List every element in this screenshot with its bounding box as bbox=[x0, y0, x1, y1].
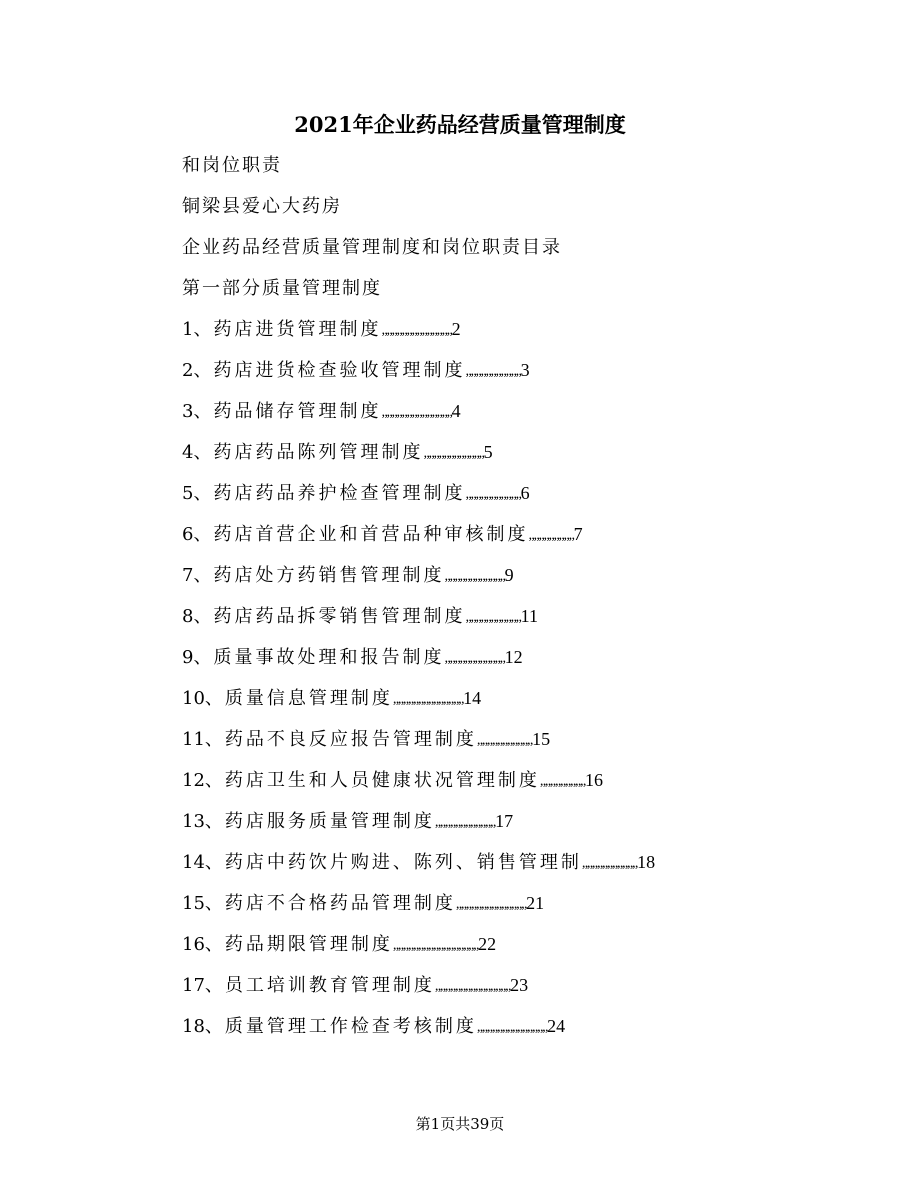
toc-entry bbox=[182, 726, 655, 767]
toc-entry-leader: „„„„„„„„„ bbox=[539, 774, 586, 789]
toc-entry-number: 3 bbox=[182, 401, 194, 422]
toc-entry-title: 药店首营企业和首营品种审核制度 bbox=[213, 524, 529, 545]
toc-entry-page-number: 3 bbox=[520, 360, 530, 380]
toc-entry-page-number: 7 bbox=[573, 524, 583, 544]
toc-entry-number: 1 bbox=[182, 319, 194, 340]
table-of-contents bbox=[182, 316, 655, 1054]
toc-entry-separator: 、 bbox=[193, 606, 214, 627]
toc-entry-title: 药店进货管理制度 bbox=[213, 319, 382, 340]
toc-entry-number: 16 bbox=[182, 934, 205, 955]
toc-entry-page-number: 14 bbox=[463, 688, 482, 708]
toc-entry-separator: 、 bbox=[193, 483, 214, 504]
toc-entry-number: 11 bbox=[182, 729, 205, 750]
toc-entry-number: 10 bbox=[182, 688, 205, 709]
toc-entry-leader: „„„„„„„„„„„„„„ bbox=[381, 405, 452, 420]
toc-entry-page-number: 12 bbox=[504, 647, 523, 667]
toc-entry-leader: „„„„„„„„„„„„ bbox=[423, 446, 484, 461]
toc-entry-leader: „„„„„„„„„„„ bbox=[465, 487, 521, 502]
toc-entry-title: 药店中药饮片购进、陈列、销售管理制 bbox=[224, 852, 582, 873]
toc-entry-title: 质量管理工作检查考核制度 bbox=[224, 1016, 477, 1037]
toc-entry-page-number: 6 bbox=[520, 483, 530, 503]
toc-entry-leader: „„„„„„„„„„„„ bbox=[434, 815, 496, 830]
toc-entry-title: 药店处方药销售管理制度 bbox=[213, 565, 445, 586]
toc-entry-leader: „„„„„„„„„„„„„„„ bbox=[434, 979, 511, 994]
toc-entry-page-number: 21 bbox=[526, 893, 545, 913]
toc-entry bbox=[182, 480, 655, 521]
toc-entry-page-number: 16 bbox=[585, 770, 604, 790]
toc-entry-page-number: 18 bbox=[637, 852, 656, 872]
toc-entry-number: 17 bbox=[182, 975, 205, 996]
toc-entry bbox=[182, 849, 655, 890]
toc-entry-page-number: 17 bbox=[495, 811, 514, 831]
toc-entry-page-number: 9 bbox=[504, 565, 514, 585]
toc-entry-leader: „„„„„„„„„„„ bbox=[465, 364, 521, 379]
toc-entry-leader: „„„„„„„„„„„ bbox=[476, 733, 533, 748]
toc-entry-title: 药品期限管理制度 bbox=[224, 934, 393, 955]
toc-entry-page-number: 4 bbox=[451, 401, 461, 421]
toc-entry-separator: 、 bbox=[204, 934, 225, 955]
toc-entry-separator: 、 bbox=[193, 647, 214, 668]
toc-entry-title: 员工培训教育管理制度 bbox=[224, 975, 435, 996]
toc-entry bbox=[182, 439, 655, 480]
toc-entry-leader: „„„„„„„„„„„ bbox=[581, 856, 638, 871]
toc-entry-title: 药品不良反应报告管理制度 bbox=[224, 729, 477, 750]
toc-entry-page-number: 11 bbox=[520, 606, 538, 626]
toc-entry-number: 12 bbox=[182, 770, 205, 791]
toc-entry-number: 9 bbox=[182, 647, 194, 668]
toc-entry bbox=[182, 972, 655, 1013]
toc-entry-leader: „„„„„„„„„„„ bbox=[465, 610, 521, 625]
toc-entry bbox=[182, 316, 655, 357]
toc-entry bbox=[182, 562, 655, 603]
toc-entry-separator: 、 bbox=[204, 1016, 225, 1037]
toc-entry bbox=[182, 644, 655, 685]
toc-entry-number: 15 bbox=[182, 893, 205, 914]
toc-entry-page-number: 2 bbox=[451, 319, 461, 339]
toc-entry bbox=[182, 808, 655, 849]
page-number-footer: 第1页共39页 bbox=[415, 1115, 505, 1133]
toc-entry-separator: 、 bbox=[204, 975, 225, 996]
toc-entry-number: 8 bbox=[182, 606, 194, 627]
toc-entry-separator: 、 bbox=[193, 360, 214, 381]
toc-entry bbox=[182, 521, 655, 562]
toc-entry-title: 药店药品拆零销售管理制度 bbox=[213, 606, 466, 627]
toc-entry-number: 4 bbox=[182, 442, 194, 463]
page-title: 2021年企业药品经营质量管理制度 bbox=[294, 112, 626, 137]
toc-entry-separator: 、 bbox=[193, 319, 214, 340]
toc-entry-leader: „„„„„„„„„„„„ bbox=[444, 569, 505, 584]
toc-entry-title: 药店药品陈列管理制度 bbox=[213, 442, 424, 463]
toc-entry-number: 14 bbox=[182, 852, 205, 873]
toc-entry-number: 13 bbox=[182, 811, 205, 832]
subtitle-responsibilities: 和岗位职责 bbox=[182, 155, 282, 176]
toc-entry-title: 质量事故处理和报告制度 bbox=[213, 647, 445, 668]
toc-entry bbox=[182, 398, 655, 439]
toc-entry bbox=[182, 890, 655, 931]
toc-entry-leader: „„„„„„„„„„„„ bbox=[444, 651, 505, 666]
toc-entry bbox=[182, 357, 655, 398]
toc-entry-title: 质量信息管理制度 bbox=[224, 688, 393, 709]
toc-entry-title: 药品储存管理制度 bbox=[213, 401, 382, 422]
toc-entry-leader: „„„„„„„„„„„„„„ bbox=[455, 897, 527, 912]
toc-entry-title: 药店进货检查验收管理制度 bbox=[213, 360, 466, 381]
toc-entry-title: 药店卫生和人员健康状况管理制度 bbox=[224, 770, 540, 791]
toc-entry-page-number: 5 bbox=[483, 442, 493, 462]
toc-entry-leader: „„„„„„„„„ bbox=[528, 528, 574, 543]
toc-entry-separator: 、 bbox=[204, 811, 225, 832]
toc-entry-separator: 、 bbox=[193, 401, 214, 422]
toc-heading: 企业药品经营质量管理制度和岗位职责目录 bbox=[182, 237, 562, 258]
toc-entry bbox=[182, 603, 655, 644]
toc-entry-page-number: 23 bbox=[510, 975, 529, 995]
toc-entry-separator: 、 bbox=[204, 852, 225, 873]
toc-entry-separator: 、 bbox=[193, 524, 214, 545]
pharmacy-name: 铜梁县爱心大药房 bbox=[182, 196, 342, 217]
toc-entry-number: 7 bbox=[182, 565, 194, 586]
toc-entry bbox=[182, 1013, 655, 1054]
toc-entry-page-number: 15 bbox=[532, 729, 551, 749]
toc-entry-number: 2 bbox=[182, 360, 194, 381]
toc-entry-title: 药店药品养护检查管理制度 bbox=[213, 483, 466, 504]
toc-entry-number: 6 bbox=[182, 524, 194, 545]
toc-entry-separator: 、 bbox=[193, 565, 214, 586]
toc-entry-page-number: 24 bbox=[547, 1016, 566, 1036]
toc-entry bbox=[182, 767, 655, 808]
toc-entry-separator: 、 bbox=[204, 729, 225, 750]
toc-entry-separator: 、 bbox=[193, 442, 214, 463]
toc-entry-title: 药店服务质量管理制度 bbox=[224, 811, 435, 832]
toc-entry-number: 18 bbox=[182, 1016, 205, 1037]
toc-entry-separator: 、 bbox=[204, 770, 225, 791]
section-heading-part-one: 第一部分质量管理制度 bbox=[182, 278, 382, 299]
toc-entry-separator: 、 bbox=[204, 893, 225, 914]
toc-entry bbox=[182, 931, 655, 972]
toc-entry-leader: „„„„„„„„„„„„„„ bbox=[392, 692, 464, 707]
toc-entry-leader: „„„„„„„„„„„„„„ bbox=[476, 1020, 548, 1035]
toc-entry-leader: „„„„„„„„„„„„„„„„„ bbox=[392, 938, 479, 953]
toc-entry-leader: „„„„„„„„„„„„„„ bbox=[381, 323, 452, 338]
toc-entry-number: 5 bbox=[182, 483, 194, 504]
toc-entry-page-number: 22 bbox=[478, 934, 497, 954]
toc-entry bbox=[182, 685, 655, 726]
toc-entry-title: 药店不合格药品管理制度 bbox=[224, 893, 456, 914]
toc-entry-separator: 、 bbox=[204, 688, 225, 709]
